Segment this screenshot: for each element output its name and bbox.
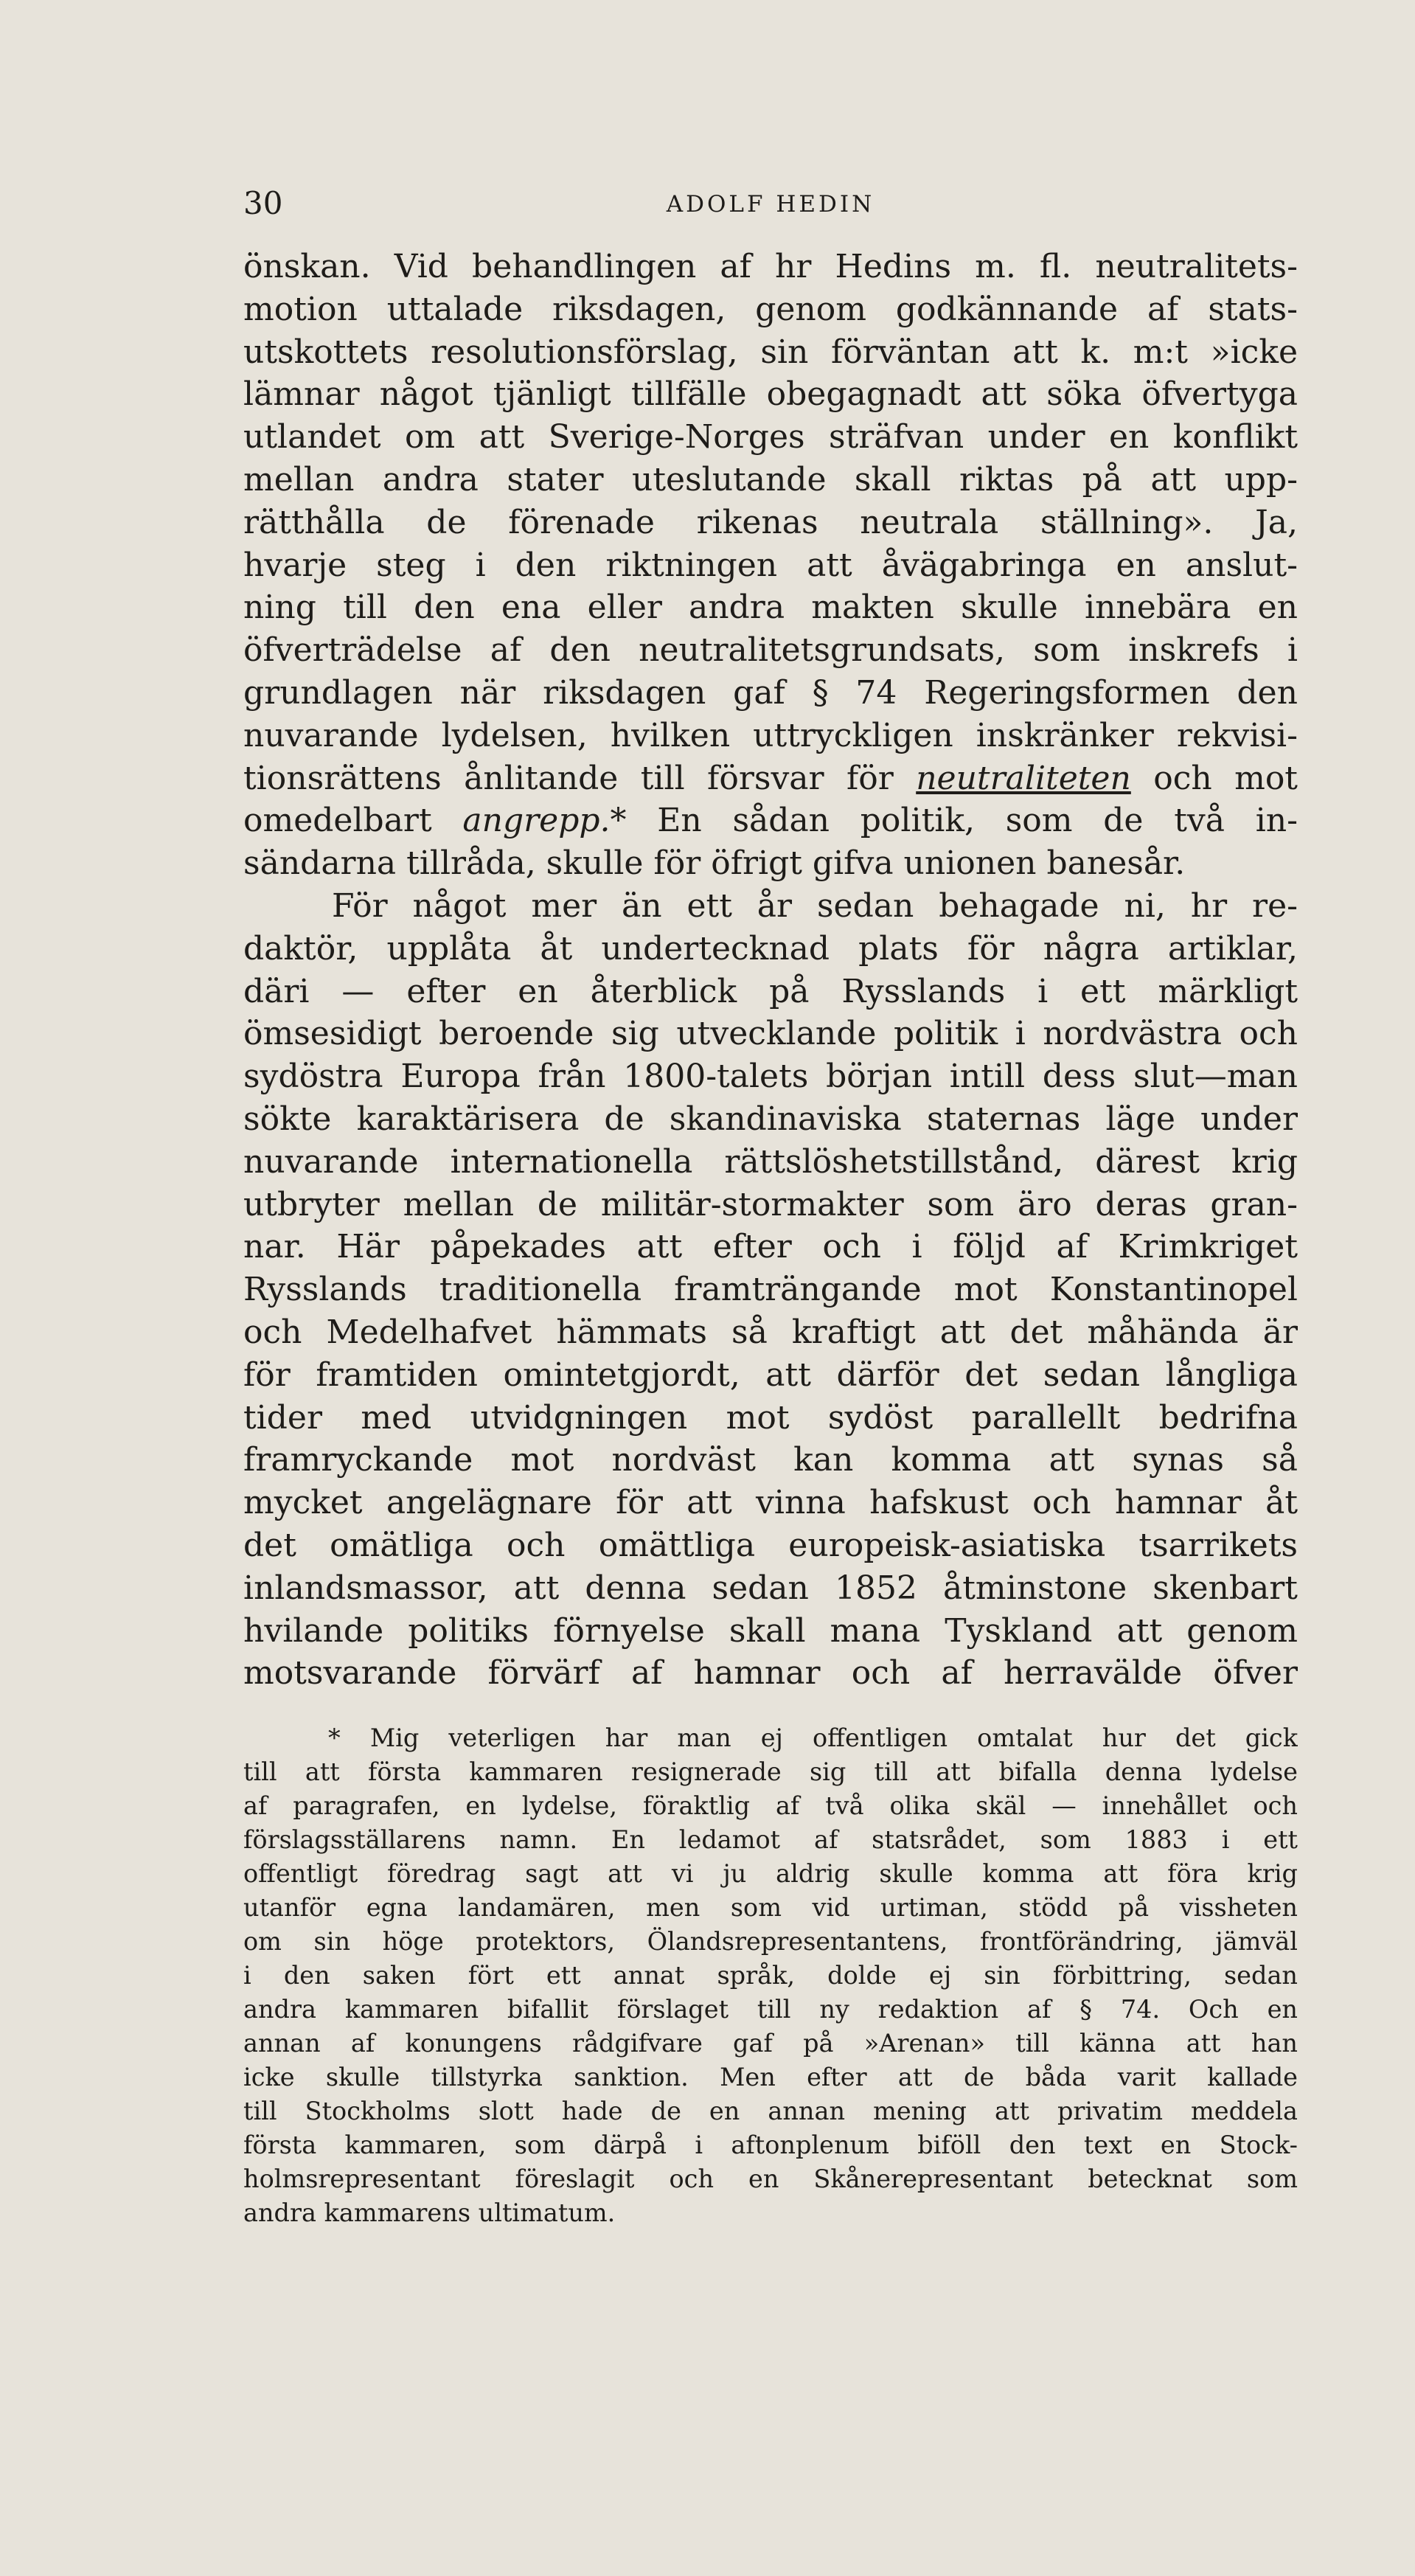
footnote-line: förslagsställarens namn. En ledamot af statsrådet, som 1883 i ett <box>243 1825 1298 1854</box>
text-line: önskan. Vid behandlingen af hr Hedins m. fl. neutralitets- <box>243 248 1298 285</box>
footnote-line: utanför egna landamären, men som vid urtiman, stödd på vissheten <box>243 1893 1298 1922</box>
text-line: grundlagen när riksdagen gaf § 74 Regeringsformen den <box>243 673 1298 712</box>
text-line: för framtiden omintetgjordt, att därför det sedan långliga <box>243 1355 1298 1394</box>
text-line: framryckande mot nordväst kan komma att synas så <box>243 1441 1298 1479</box>
footnote <box>243 1721 1298 2230</box>
footnote-line: i den saken fört ett annat språk, dolde ej sin förbittring, sedan <box>243 1961 1298 1990</box>
text-segment: tionsrättens ånlitande till försvar för <box>243 759 917 797</box>
footnote-line: af paragrafen, en lydelse, föraktlig af två olika skäl — innehållet och <box>243 1791 1298 1820</box>
running-title: ADOLF HEDIN <box>666 191 875 218</box>
footnote-line: icke skulle tillstyrka sanktion. Men efter att de båda varit kallade <box>243 2063 1298 2091</box>
text-line: För något mer än ett år sedan behagade ni, hr re- <box>332 886 1298 925</box>
footnote-line: holmsrepresentant föreslagit och en Skånerepresentant betecknat som <box>243 2164 1298 2193</box>
text-line: mycket angelägnare för att vinna hafskust och hamnar åt <box>243 1484 1298 1522</box>
text-line: ning till den ena eller andra makten skulle innebära en <box>243 589 1298 627</box>
footnote-line: offentligt föredrag sagt att vi ju aldrig skulle komma att föra krig <box>243 1859 1298 1888</box>
text-line: motion uttalade riksdagen, genom godkännande af stats- <box>243 290 1298 328</box>
body-text <box>243 246 1298 1695</box>
text-line: och Medelhafvet hämmats så kraftigt att det måhända är <box>243 1313 1298 1351</box>
text-line: mellan andra stater uteslutande skall riktas på att upp- <box>243 460 1298 499</box>
running-head <box>243 183 1298 224</box>
text-line: utbryter mellan de militär-stormakter som äro deras gran- <box>243 1185 1298 1223</box>
text-line: däri — efter en återblick på Rysslands i ett märkligt <box>243 972 1298 1010</box>
page-number: 30 <box>243 185 283 221</box>
text-line: motsvarande förvärf af hamnar och af herravälde öfver <box>243 1654 1298 1693</box>
text-line: utskottets resolutionsförslag, sin förväntan att k. m:t »icke <box>243 333 1298 371</box>
text-line: rätthålla de förenade rikenas neutrala ställning». Ja, <box>243 503 1298 541</box>
text-segment: och mot <box>1130 759 1298 797</box>
footnote-line: annan af konungens rådgifvare gaf på »Arenan» till känna att han <box>243 2029 1298 2058</box>
text-line: nar. Här påpekades att efter och i följd af Krimkriget <box>243 1228 1298 1266</box>
footnote-line: om sin höge protektors, Ölandsrepresentantens, frontförändring, jämväl <box>243 1927 1298 1956</box>
text-line: nuvarande internationella rättslöshetstillstånd, därest krig <box>243 1142 1298 1181</box>
text-line: det omätliga och omättliga europeisk-asiatiska tsarrikets <box>243 1526 1298 1564</box>
text-line: nuvarande lydelsen, hvilken uttryckligen inskränker rekvisi- <box>243 716 1298 754</box>
text-line: Rysslands traditionella framträngande mot Konstantinopel <box>243 1271 1298 1309</box>
text-line: hvilande politiks förnyelse skall mana Tyskland att genom <box>243 1611 1298 1650</box>
footnote-line: andra kammaren bifallit förslaget till ny redaktion af § 74. Och en <box>243 1995 1298 2024</box>
italic-term: angrepp.* <box>462 802 627 840</box>
text-line: tider med utvidgningen mot sydöst parallellt bedrifna <box>243 1398 1298 1437</box>
text-line <box>243 799 1298 842</box>
text-line: inlandsmassor, att denna sedan 1852 åtminstone skenbart <box>243 1569 1298 1607</box>
text-line: sökte karaktärisera de skandinaviska staternas läge under <box>243 1100 1298 1138</box>
text-line: lämnar något tjänligt tillfälle obegagnadt att söka öfvertyga <box>243 375 1298 414</box>
footnote-line: till Stockholms slott hade de en annan mening att privatim meddela <box>243 2097 1298 2125</box>
text-line: hvarje steg i den riktningen att åvägabringa en anslut- <box>243 546 1298 584</box>
text-segment: En sådan politik, som de två in- <box>626 802 1298 840</box>
text-line <box>243 757 1298 800</box>
footnote-line: * Mig veterligen har man ej offentligen omtalat hur det gick <box>328 1723 1298 1752</box>
italic-term: neutraliteten <box>916 759 1131 797</box>
footnote-line: första kammaren, som därpå i aftonplenum biföll den text en Stock- <box>243 2131 1298 2159</box>
text-line: utlandet om att Sverige-Norges sträfvan under en konflikt <box>243 418 1298 456</box>
text-line: öfverträdelse af den neutralitetsgrundsats, som inskrefs i <box>243 631 1298 670</box>
footnote-line: andra kammarens ultimatum. <box>243 2198 616 2227</box>
text-line: sändarna tillråda, skulle för öfrigt gifva unionen banesår. <box>243 844 1186 883</box>
text-line: daktör, upplåta åt undertecknad plats för några artiklar, <box>243 929 1298 968</box>
text-line: sydöstra Europa från 1800-talets början intill dess slut—man <box>243 1058 1298 1096</box>
text-line: ömsesidigt beroende sig utvecklande politik i nordvästra och <box>243 1015 1298 1053</box>
text-segment: omedelbart <box>243 802 463 840</box>
footnote-line: till att första kammaren resignerade sig till att bifalla denna lydelse <box>243 1757 1298 1786</box>
